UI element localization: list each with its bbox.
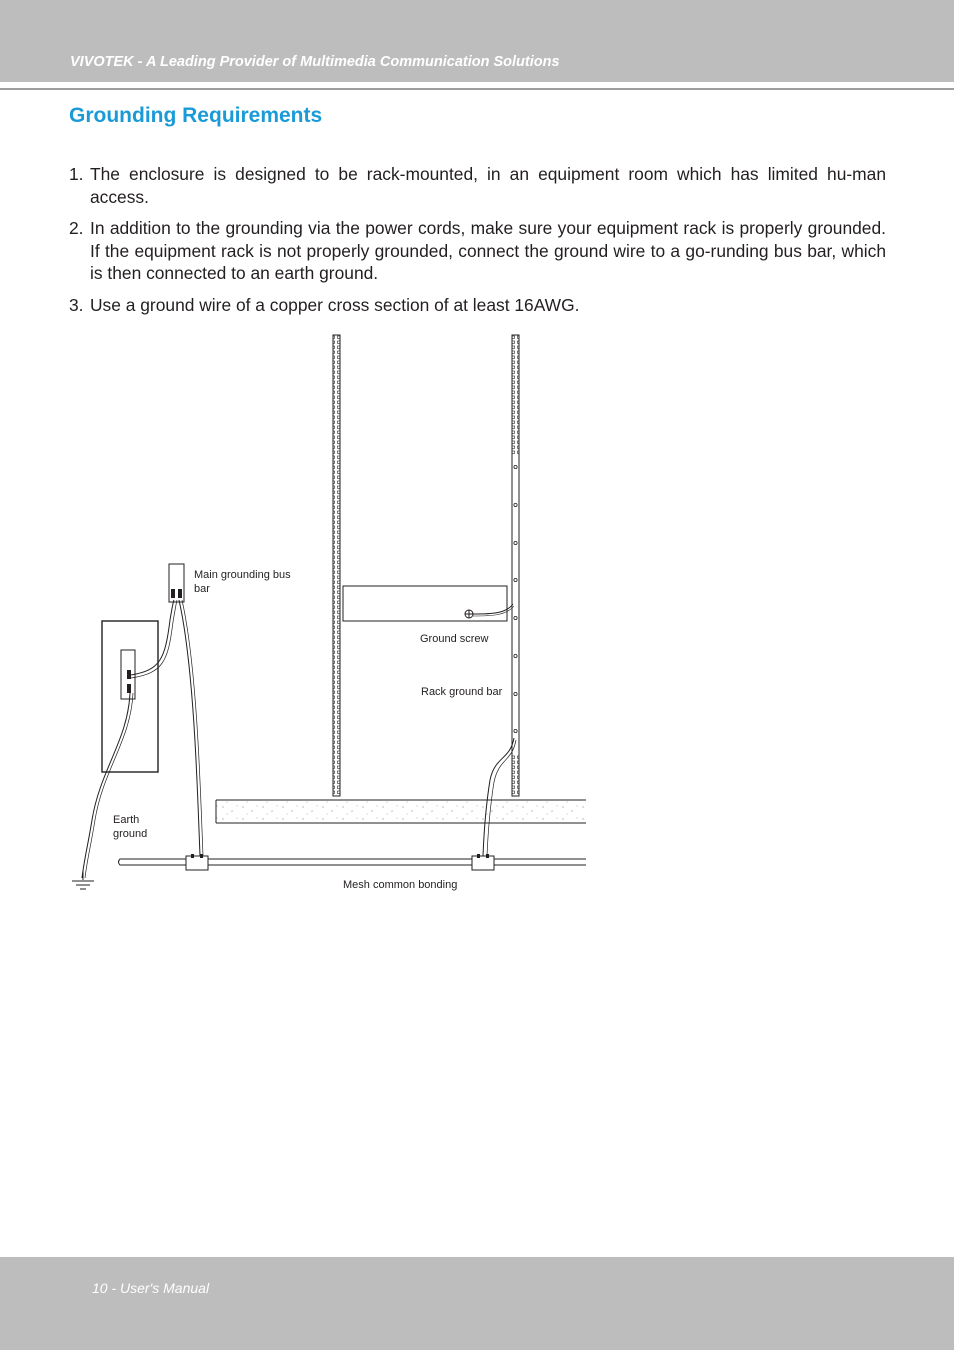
list-item-number: 3. bbox=[69, 294, 84, 315]
list-item-text: In addition to the grounding via the power cords, make sure your equipment rack is properly grounded. If the equipment rack is not properly grounded, connect the ground wire to a go-runding bus bar, which is then connected to an earth ground. bbox=[90, 218, 886, 283]
label-main-bus-bar-1: Main grounding bus bbox=[194, 569, 291, 581]
label-ground-screw: Ground screw bbox=[420, 633, 489, 645]
list-item bbox=[69, 163, 886, 208]
earth-ground-panel bbox=[102, 621, 158, 772]
label-earth-2: ground bbox=[113, 828, 148, 840]
list-item-text: Use a ground wire of a copper cross section of at least 16AWG. bbox=[90, 294, 580, 315]
footer-text: 10 - User's Manual bbox=[92, 1280, 210, 1296]
label-earth-1: Earth bbox=[113, 814, 140, 826]
list-item-number: 2. bbox=[69, 218, 84, 238]
panel-to-bus-wire bbox=[131, 600, 174, 675]
earth-ground-icon bbox=[72, 870, 94, 889]
label-rack-ground-bar: Rack ground bar bbox=[421, 686, 503, 698]
header-text: VIVOTEK - A Leading Provider of Multimedia Communication Solutions bbox=[70, 54, 560, 70]
label-main-bus-bar-2: bar bbox=[194, 583, 210, 595]
panel-to-earth-wire bbox=[82, 693, 130, 878]
mesh-bonding-bar bbox=[119, 854, 587, 870]
list-item-number: 1. bbox=[69, 164, 84, 184]
footer-bar bbox=[0, 1257, 954, 1350]
requirements-list bbox=[69, 163, 886, 325]
left-rack-rail bbox=[333, 335, 340, 796]
equipment-enclosure bbox=[343, 586, 507, 621]
list-item bbox=[69, 294, 886, 317]
rack-to-mesh-wire bbox=[483, 738, 514, 856]
list-item-text: The enclosure is designed to be rack-mounted, in an equipment room which has limited hu-man access. bbox=[90, 164, 886, 207]
floor-slab bbox=[216, 800, 586, 823]
bus-to-mesh-wire bbox=[179, 600, 200, 856]
list-item bbox=[69, 217, 886, 285]
ground-screw-icon bbox=[465, 610, 473, 618]
main-grounding-bus-bar bbox=[169, 564, 184, 602]
right-rack-rail bbox=[512, 335, 519, 796]
page-title: Grounding Requirements bbox=[69, 104, 323, 127]
header-divider bbox=[0, 88, 954, 90]
label-mesh: Mesh common bonding bbox=[343, 879, 458, 891]
screw-wire bbox=[473, 604, 513, 614]
